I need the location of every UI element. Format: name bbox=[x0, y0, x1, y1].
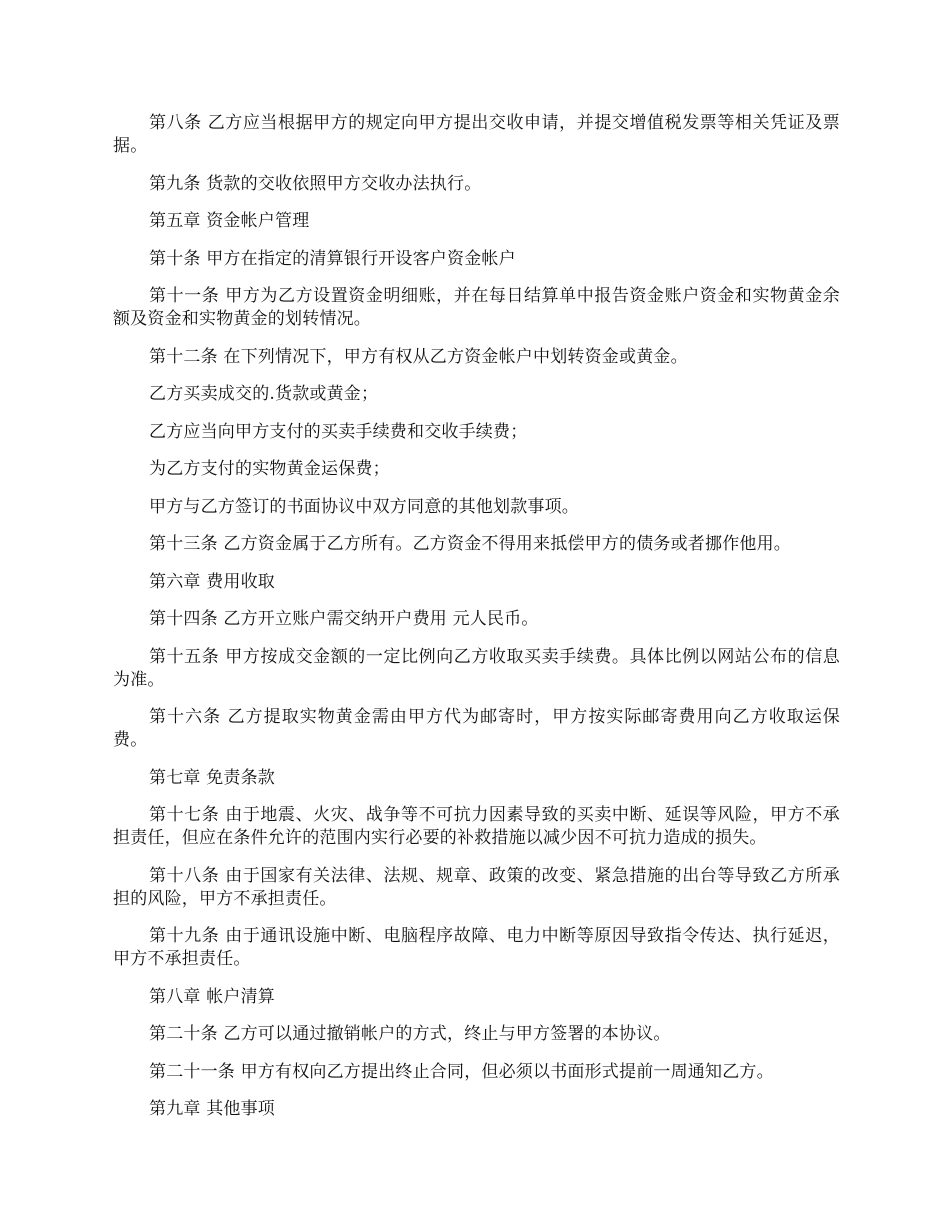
chapter-9-heading: 第九章 其他事项 bbox=[149, 1099, 276, 1119]
clause-10: 第十条 甲方在指定的清算银行开设客户资金帐户 bbox=[149, 248, 516, 269]
chapter-8-heading: 第八章 帐户清算 bbox=[149, 986, 276, 1007]
clause-18: 第十八条 由于国家有关法律、法规、规章、政策的改变、紧急措施的出台等导致乙方所承担的风险，甲方不承担责任。 bbox=[113, 865, 840, 909]
clause-12-item-3: 为乙方支付的实物黄金运保费； bbox=[149, 459, 390, 479]
clause-21: 第二十一条 甲方有权向乙方提出终止合同，但必须以书面形式提前一周通知乙方。 bbox=[149, 1061, 774, 1082]
clause-15: 第十五条 甲方按成交金额的一定比例向乙方收取买卖手续费。具体比例以网站公布的信息为准。 bbox=[113, 646, 840, 690]
clause-20: 第二十条 乙方可以通过撤销帐户的方式，终止与甲方签署的本协议。 bbox=[149, 1024, 671, 1044]
chapter-6-heading: 第六章 费用收取 bbox=[149, 571, 276, 592]
clause-13: 第十三条 乙方资金属于乙方所有。乙方资金不得用来抵偿甲方的债务或者挪作他用。 bbox=[149, 534, 792, 554]
clause-19: 第十九条 由于通讯设施中断、电脑程序故障、电力中断等原因导致指令传达、执行延迟，甲方不承担责任。 bbox=[113, 926, 840, 969]
clause-8: 第八条 乙方应当根据甲方的规定向甲方提出交收申请，并提交增值税发票等相关凭证及票据。 bbox=[113, 113, 840, 156]
clause-9: 第九条 货款的交收依照甲方交收办法执行。 bbox=[149, 173, 482, 194]
clause-12-item-2: 乙方应当向甲方支付的买卖手续费和交收手续费； bbox=[149, 421, 528, 442]
clause-12: 第十二条 在下列情况下，甲方有权从乙方资金帐户中划转资金或黄金。 bbox=[149, 346, 688, 367]
document-page bbox=[113, 112, 840, 1136]
clause-14: 第十四条 乙方开立账户需交纳开户费用 元人民币。 bbox=[149, 609, 539, 629]
chapter-7-heading: 第七章 免责条款 bbox=[149, 767, 276, 788]
clause-17: 第十七条 由于地震、火灾、战争等不可抗力因素导致的买卖中断、延误等风险，甲方不承担责任，但应在条件允许的范围内实行必要的补救措施以减少因不可抗力造成的损失。 bbox=[113, 805, 840, 848]
clause-12-item-1: 乙方买卖成交的.货款或黄金； bbox=[149, 384, 379, 404]
clause-16: 第十六条 乙方提取实物黄金需由甲方代为邮寄时，甲方按实际邮寄费用向乙方收取运保费。 bbox=[113, 707, 840, 750]
chapter-5-heading: 第五章 资金帐户管理 bbox=[149, 211, 310, 231]
clause-12-item-4: 甲方与乙方签订的书面协议中双方同意的其他划款事项。 bbox=[149, 496, 579, 517]
clause-11: 第十一条 甲方为乙方设置资金明细账，并在每日结算单中报告资金账户资金和实物黄金余额及资金和实物黄金的划转情况。 bbox=[113, 286, 840, 329]
